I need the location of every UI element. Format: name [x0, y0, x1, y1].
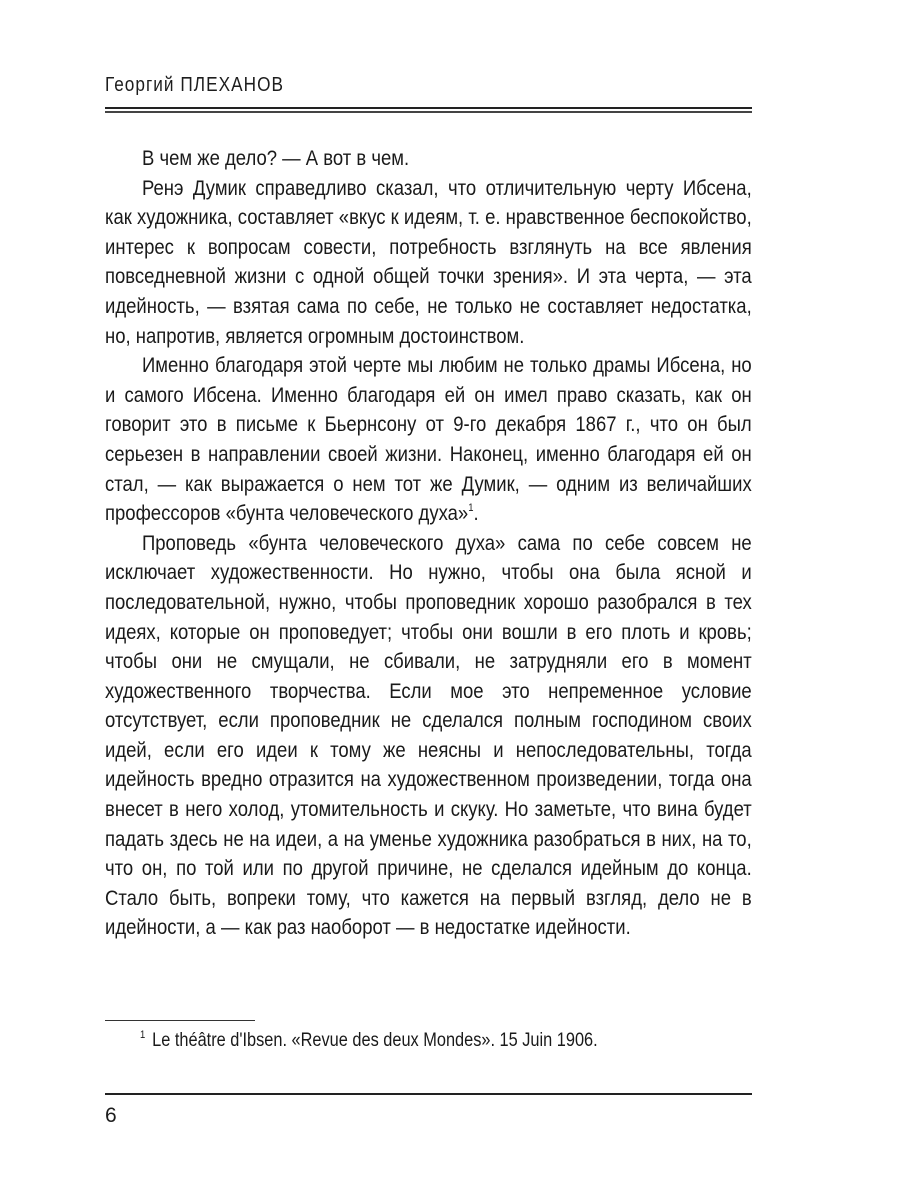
paragraph-3-text: Именно благодаря этой черте мы любим не только драмы Ибсена, но и самого Ибсена. Именно благодаря ей он имел право сказать, как он говорит это в письме к Бьернсону от 9-го декабря 1867 г., что он был серьезен в направлении своей жизни. Наконец, именно благодаря ей он стал, — как выражается о нем тот же Думик, — одним из величайших профессоров «бунта человеческого духа» [105, 353, 752, 526]
paragraph-3 [105, 351, 752, 529]
paragraph-3-tail: . [473, 501, 479, 526]
header-rule-bottom [105, 111, 752, 113]
footnote [140, 1029, 598, 1053]
body-text [105, 144, 752, 943]
footnote-number: 1 [140, 1029, 146, 1041]
header-rule-top [105, 107, 752, 109]
footnote-separator [105, 1020, 255, 1021]
paragraph-1: В чем же дело? — А вот в чем. [141, 146, 410, 170]
page-number: 6 [105, 1104, 117, 1127]
running-head: Георгий ПЛЕХАНОВ [105, 74, 284, 96]
paragraph-2: Ренэ Думик справедливо сказал, что отличительную черту Ибсена, как художника, составляет «вкус к идеям, т. е. нравственное беспокойство, интерес к вопросам совести, потребность взглянуть на все явления повседневной жизни с одной общей точки зрения». И эта черта, — эта идейность, — взятая сама по себе, не только не составляет недостатка, но, напротив, является огромным достоинством. [105, 175, 752, 348]
footer-rule [105, 1093, 752, 1095]
footnote-text: Le théâtre d'Ibsen. «Revue des deux Mondes». 15 Juin 1906. [152, 1030, 598, 1051]
footnote-reference[interactable]: 1 [468, 502, 474, 515]
paragraph-4: Проповедь «бунта человеческого духа» сама по себе совсем не исключает художественности. Но нужно, чтобы она была ясной и последовательной, нужно, чтобы проповедник хорошо разобрался в тех идеях, которые он проповедует; чтобы они вошли в его плоть и кровь; чтобы они не смущали, не сбивали, не затрудняли его в момент художественного творчества. Если мое это непременное условие отсутствует, если проповедник не сделался полным господином своих идей, если его идеи к тому же неясны и непоследовательны, тогда идейность вредно отразится на художественном произведении, тогда она внесет в него холод, утомительность и скуку. Но заметьте, что вина будет падать здесь не на идеи, а на уменье художника разобраться в них, на то, что он, по той или по другой причине, не сделался идейным до конца. Стало быть, вопреки тому, что кажется на первый взгляд, дело не в идейности, а — как раз наоборот — в недостатке идейности. [105, 530, 752, 940]
